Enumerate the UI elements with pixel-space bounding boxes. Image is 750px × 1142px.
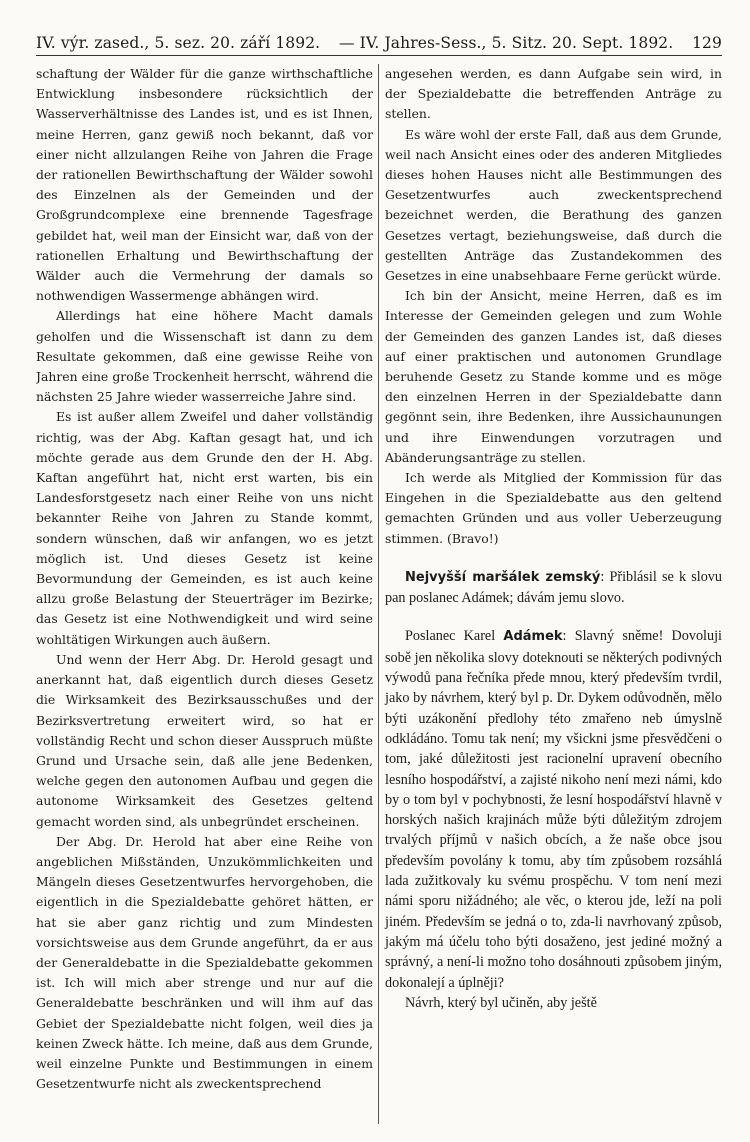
text-columns xyxy=(36,64,722,1124)
speaker-prefix: Poslanec Karel xyxy=(405,628,504,645)
right-column xyxy=(379,64,722,1124)
speech-text: : Přiblásil se k slovu pan poslanec Adámek; dávám jemu slovo. xyxy=(385,568,722,607)
speech-marshal xyxy=(385,567,722,609)
paragraph: Der Abg. Dr. Herold hat aber eine Reihe von angeblichen Mißständen, Unzukömmlichkeiten und Mängeln dieses Gesetzentwurfes hervorgehoben, die eigentlich in die Spezialdebatte gehöret hätten, er hat sie aber ganz richtig und zum Mindesten vorsichtsweise aus dem Grunde angeführt, da er aus der Generaldebatte in die Spezialdebatte gekommen ist. Ich will mich aber strenge und nur auf die Generaldebatte beschränken und will ihm auf das Gebiet der Spezialdebatte nicht folgen, weil dies ja keinen Zweck hätte. Ich meine, daß aus dem Grunde, weil einzelne Punkte und Bestimmungen in einem Gesetzentwurfe nicht als zweckentsprechend xyxy=(36,833,373,1092)
header-german-session: — IV. Jahres-Sess., 5. Sitz. 20. Sept. 1892. xyxy=(339,34,674,52)
paragraph: Návrh, který byl učiněn, aby ještě xyxy=(405,994,597,1011)
paragraph: Ich werde als Mitglied der Kommission für das Eingehen in die Spezialdebatte aus den geltend gemachten Gründen und aus voller Ueberzeugung stimmen. (Bravo!) xyxy=(385,470,722,546)
speaker-name: Adámek xyxy=(503,629,563,645)
speech-adamek xyxy=(385,626,722,992)
paragraph: Allerdings hat eine höhere Macht damals geholfen und die Wissenschaft ist dann zu dem Resultate gekommen, daß eine gewisse Reihe von Jahren eine große Trockenheit herrscht, während die nächsten 25 Jahre wieder wasserreiche Jahre sind. xyxy=(36,308,373,405)
header-czech-session: IV. výr. zased., 5. sez. 20. září 1892. xyxy=(36,34,321,52)
page-header xyxy=(36,34,722,56)
page-number: 129 xyxy=(692,34,722,52)
paragraph: Und wenn der Herr Abg. Dr. Herold gesagt und anerkannt hat, daß eigentlich durch dieses Gesetz die Wirksamkeit des Bezirksausschußes und der Bezirksvertretung erweitert wird, so hat er vollständig Recht und schon dieser Ausspruch müßte Grund und Ursache sein, daß alle jene Bedenken, welche gegen den autonomen Aufbau und gegen die autonome Wirksamkeit des Gesetzes geltend gemacht worden sind, als unbegründet erscheinen. xyxy=(36,651,373,829)
speaker-name: Nejvyšší maršálek zemský xyxy=(405,569,601,585)
paragraph: schaftung der Wälder für die ganze wirthschaftliche Entwicklung insbesondere rücksichtlich der Wasserverhältnisse des Landes ist, und es ist Ihnen, meine Herren, ganz gewiß noch bekannt, daß vor einer nicht allzulangen Reihe von Jahren die Frage der rationellen Bewirthschaftung der Wälder sowohl des Einzelnen als der Gemeinden und der Großgrundcomplexe eine brennende Tagesfrage gebildet hat, weil man der Einsicht war, daß von der rationellen Erhaltung und Bewirthschaftung der Wälder auch die Vermehrung der damals so nothwendigen Wassermenge abhängen wird. xyxy=(36,66,373,304)
left-column xyxy=(36,64,379,1124)
speech-text: : Slavný sněme! Dovoluji sobě jen několika slovy doteknouti se některých podivných výwodů pana řečníka přede mnou, který především tvrdil, jako by návrhem, který byl p. Dr. Dykem odůvodněn, mělo býti uzákonění předlohy této zmařeno neb úmyslně odkládáno. Tomu tak není; my všickni jsme přesvědčeni o tom, jaké důležitosti jest racionelní upravení obecního lesního hospodářství, a zajisté nikoho není mezi námi, kdo by o tom byl v pochybnosti, že lesní hospodářství hlavně v horských našich krajinách může býti důležitým zdrojem trvalých příjmů v našich obcích, a že naše obce jsou především povolány k tomu, aby tím způsobem rozsáhlá lada zužitkovaly ku svému prospěchu. V tom není mezi námi sporu nižádného; ale věc, o kterou jde, leží na poli jiném. Především se jedná o to, zda-li navrhovaný způsob, jakým má účelu toho býti dosaženo, jest jediné možný a správný, a není-li možno toho dosáhnouti způsobem jiným, dokonalejí a úplněji? xyxy=(385,628,722,991)
paragraph: Es ist außer allem Zweifel und daher vollständig richtig, was der Abg. Kaftan gesagt hat, und ich möchte gerade aus dem Grunde den der H. Abg. Kaftan angeführt hat, nicht erst warten, bis ein Landesforstgesetz nach einer Reihe von uns nicht bekannter Reihe von Jahren zu Stande kommt, sondern wünschen, daß wir anfangen, wo es jetzt möglich ist. Und dieses Gesetz ist keine Bevormundung der Gemeinden, es ist auch keine allzu große Belastung der Steuerträger im Bezirke; das Gesetz ist eine Nothwendigkeit und wird seine wohltätigen Wirkungen auch äußern. xyxy=(36,409,373,647)
paragraph: angesehen werden, es dann Aufgabe sein wird, in der Spezialdebatte die betreffenden Anträge zu stellen. xyxy=(385,66,722,122)
paragraph: Ich bin der Ansicht, meine Herren, daß es im Interesse der Gemeinden gelegen und zum Wohle der Gemeinden des ganzen Landes ist, daß dieses auf einer praktischen und autonomen Grundlage beruhende Gesetz zu Stande komme und es möge den einzelnen Herren in der Spezialdebatte dann gegönnt sein, ihre Bedenken, ihre Aussichaunungen und ihre Einwendungen vorzutragen und Abänderungsanträge zu stellen. xyxy=(385,288,722,465)
paragraph: Es wäre wohl der erste Fall, daß aus dem Grunde, weil nach Ansicht eines oder des anderen Mitgliedes dieses hohen Hauses nicht alle Bestimmungen des Gesetzentwurfes auch zweckentsprechend bezeichnet werden, die Berathung des ganzen Gesetzes vertagt, beziehungsweise, daß durch die gestellten Anträge das Zustandekommen des Gesetzes in eine unabsehbaare Ferne gerückt würde. xyxy=(385,126,722,284)
